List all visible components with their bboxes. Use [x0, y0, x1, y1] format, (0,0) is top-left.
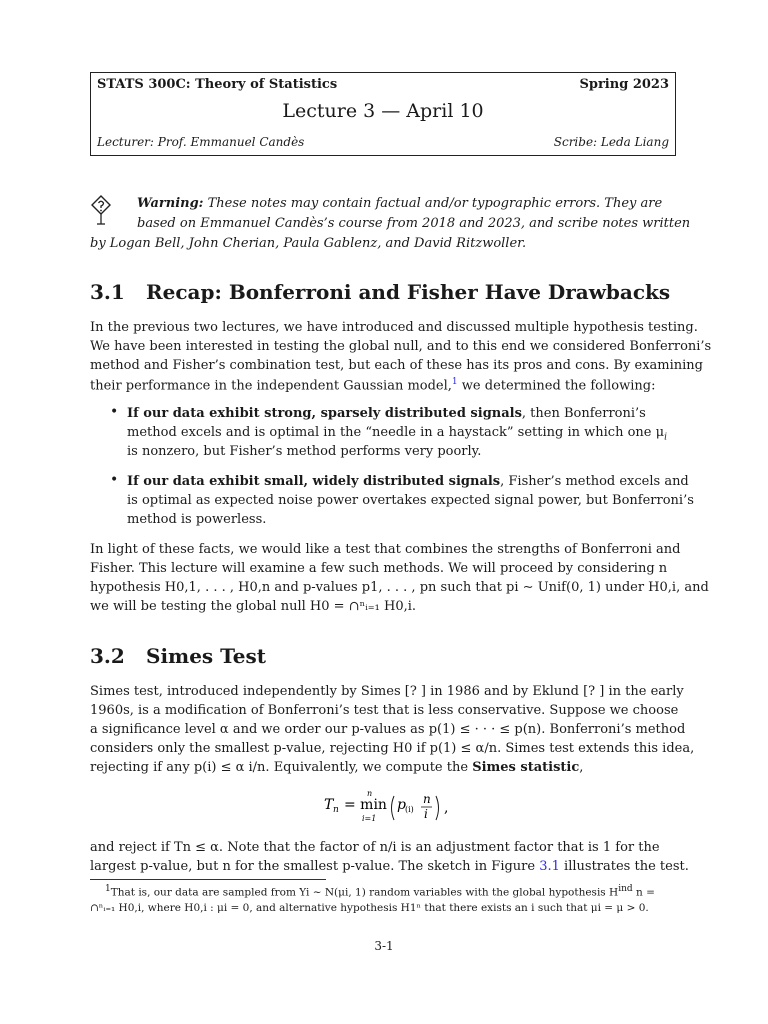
- formula-paren-left: [392, 796, 395, 820]
- s1-para2-line2: Fisher. This lecture will examine a few such methods. We will proceed by considering n: [90, 561, 668, 576]
- formula-min-bottom: i=1: [362, 814, 377, 823]
- lecture-header: [90, 72, 676, 156]
- s2-para2-line2-text: largest p-value, but n for the smallest p-value. The sketch in Figure: [90, 859, 536, 874]
- bullet-1-rest: , then Bonferroni’s: [521, 406, 646, 421]
- formula-T: T: [324, 797, 334, 813]
- warning-line-1: [137, 194, 662, 215]
- warning-label: Warning:: [137, 196, 204, 211]
- footnote-text-1: That is, our data are sampled from Yi ∼ N(μi, 1) random variables with the global hypothesis H: [110, 886, 619, 899]
- section-heading-3-1: [90, 280, 670, 304]
- bullet-2-line1: [127, 474, 689, 489]
- figure-ref-link[interactable]: 3.1: [539, 859, 560, 874]
- s1-para2-line4: we will be testing the global null H0 = ∩ⁿᵢ₌₁ H0,i.: [90, 599, 417, 614]
- s2-para1-line5-text: rejecting if any p(i) ≤ α i/n. Equivalently, we compute the: [90, 760, 469, 775]
- footnote-text-1-end: n =: [635, 886, 655, 899]
- formula-T-sub: n: [333, 805, 339, 815]
- s2-para1-line4: considers only the smallest p-value, rejecting H0 if p(1) ≤ α/n. Simes test extends this idea,: [90, 741, 695, 756]
- s2-para2-line2-end: illustrates the test.: [564, 859, 689, 874]
- bullet-1-line1: [127, 406, 646, 421]
- footnote-mark: 1: [105, 884, 111, 894]
- s1-para2-line1: In light of these facts, we would like a test that combines the strengths of Bonferroni and: [90, 542, 681, 557]
- section-title: Simes Test: [146, 644, 266, 668]
- footnote-line-1: [105, 884, 655, 899]
- footnote-ref-1[interactable]: 1: [451, 377, 458, 387]
- section-number: 3.2: [90, 644, 125, 668]
- formula-op: = min: [344, 797, 387, 813]
- bullet-1-line3: is nonzero, but Fisher’s method performs very poorly.: [127, 444, 482, 459]
- bullet-1-line2: [127, 425, 667, 443]
- s2-para1-line2: 1960s, is a modification of Bonferroni’s test that is less conservative. Suppose we choose: [90, 703, 679, 718]
- mu-subscript: i: [664, 432, 667, 443]
- bullet-dot: •: [110, 472, 119, 488]
- warning-sign-icon: [90, 194, 112, 230]
- formula-p-sub: (i): [405, 805, 414, 814]
- bullet-1-text-2: method excels and is optimal in the “needle in a haystack” setting in which one μ: [127, 425, 665, 440]
- bullet-2-rest: , Fisher’s method excels and: [500, 474, 689, 489]
- s2-para1-line1: Simes test, introduced independently by Simes [? ] in 1986 and by Eklund [? ] in the early: [90, 684, 684, 699]
- bullet-2-bold: If our data exhibit small, widely distributed signals: [127, 474, 501, 489]
- lecturer: Lecturer: Prof. Emmanuel Candès: [97, 135, 305, 149]
- header-bottom-row: [97, 135, 669, 149]
- s2-para2-line2: [90, 859, 689, 874]
- formula-comma: ,: [444, 800, 449, 816]
- s2-para1-line3: a significance level α and we order our p-values as p(1) ≤ · · · ≤ p(n). Bonferroni’s method: [90, 722, 686, 737]
- section-number: 3.1: [90, 280, 125, 304]
- header-top-row: [97, 77, 669, 92]
- footnote-ind: ind: [618, 884, 633, 894]
- s1-para1-line4: [90, 377, 655, 393]
- page-number: 3-1: [374, 939, 394, 953]
- s1-para1-line4-end: we determined the following:: [461, 378, 656, 394]
- bullet-2-line3: method is powerless.: [127, 512, 267, 527]
- formula-min-top: n: [367, 789, 373, 798]
- footnote-line-2: ∩ⁿᵢ₌₁ H0,i, where H0,i : μi = 0, and alternative hypothesis H1ⁿ that there exists an i such that μi = μ > 0.: [90, 902, 649, 914]
- section-title: Recap: Bonferroni and Fisher Have Drawbacks: [146, 280, 671, 304]
- s2-para2-line1: and reject if Tn ≤ α. Note that the factor of n/i is an adjustment factor that is 1 for the: [90, 840, 660, 855]
- course-title: STATS 300C: Theory of Statistics: [97, 77, 338, 92]
- bullet-1-bold: If our data exhibit strong, sparsely distributed signals: [127, 406, 522, 421]
- formula-p: p: [397, 797, 406, 813]
- formula-paren-right: [436, 796, 439, 820]
- simes-formula: [320, 788, 460, 828]
- comma: ,: [579, 760, 584, 775]
- formula-frac-num: n: [423, 792, 431, 806]
- lecture-title: Lecture 3 — April 10: [282, 100, 484, 122]
- bullet-dot: •: [110, 404, 119, 420]
- s1-para1-line4-text: their performance in the independent Gaussian model,: [90, 378, 452, 394]
- footnote-rule: [90, 879, 326, 880]
- simes-statistic-term: Simes statistic: [472, 760, 580, 775]
- warning-line-2: based on Emmanuel Candès’s course from 2018 and 2023, and scribe notes written: [137, 216, 691, 231]
- warning-text-1: These notes may contain factual and/or typographic errors. They are: [207, 196, 663, 211]
- s2-para1-line5: [90, 760, 583, 775]
- warning-line-3: by Logan Bell, John Cherian, Paula Gablenz, and David Ritzwoller.: [90, 236, 527, 251]
- scribe: Scribe: Leda Liang: [553, 135, 669, 149]
- bullet-2-line2: is optimal as expected noise power overtakes expected signal power, but Bonferroni’s: [127, 493, 694, 508]
- s1-para1-line2: We have been interested in testing the global null, and to this end we considered Bonferroni’s: [90, 339, 712, 354]
- term: Spring 2023: [579, 77, 669, 92]
- formula-frac-den: i: [424, 807, 428, 821]
- section-heading-3-2: [90, 644, 266, 668]
- s1-para1-line1: In the previous two lectures, we have introduced and discussed multiple hypothesis testing.: [90, 320, 698, 335]
- s1-para2-line3: hypothesis H0,1, . . . , H0,n and p-values p1, . . . , pn such that pi ∼ Unif(0, 1) under H0,i, and: [90, 580, 709, 595]
- s1-para1-line3: method and Fisher’s combination test, but each of these has its pros and cons. By examining: [90, 358, 703, 373]
